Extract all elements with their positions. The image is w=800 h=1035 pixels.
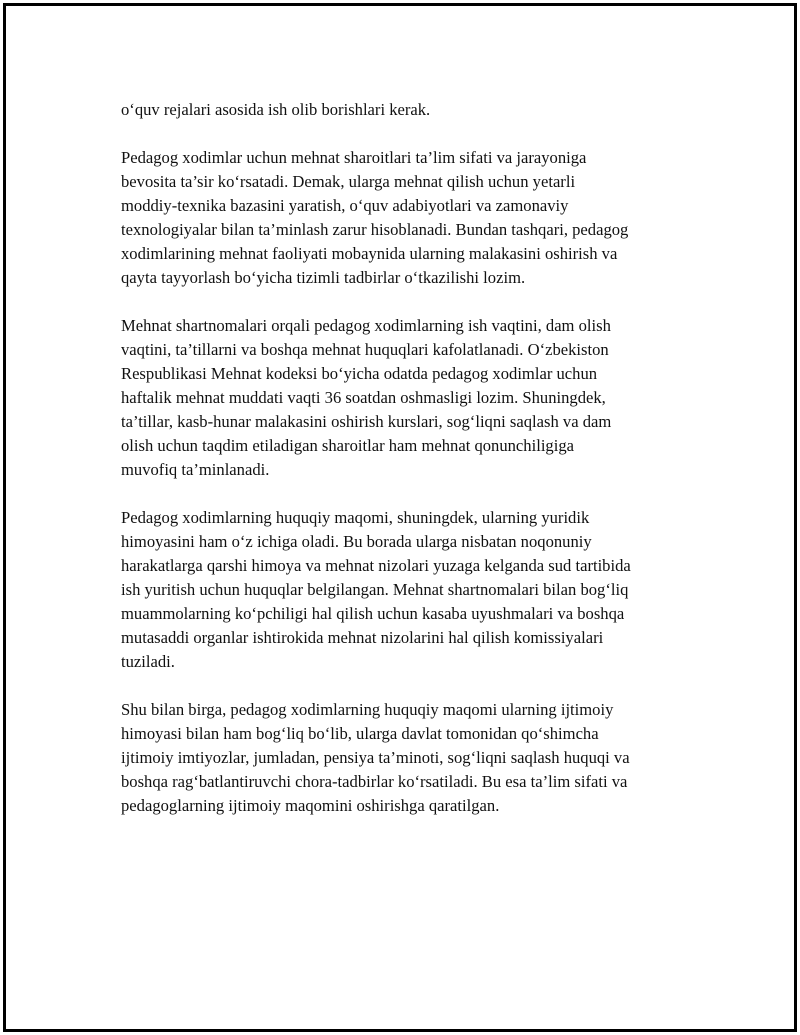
paragraph-4: Pedagog xodimlarning huquqiy maqomi, shuningdek, ularning yuridik himoyasini ham o‘z ichiga oladi. Bu borada ularga nisbatan noqonuniy harakatlarga qarshi himoya va mehnat nizolari yuzaga kelganda sud tartibida ish yuritish uchun huquqlar belgilangan. Mehnat shartnomalari bilan bog‘liq muammolarning ko‘pchiligi hal qilish uchun kasaba uyushmalari va boshqa mutasaddi organlar ishtirokida mehnat nizolarini hal qilish komissiyalari tuziladi. [121,508,631,671]
paragraph-2: Pedagog xodimlar uchun mehnat sharoitlari ta’lim sifati va jarayoniga bevosita ta’sir ko‘rsatadi. Demak, ularga mehnat qilish uchun yetarli moddiy-texnika bazasini yaratish, o‘quv adabiyotlari va zamonaviy texnologiyalar bilan ta’minlash zarur hisoblanadi. Bundan tashqari, pedagog xodimlarining mehnat faoliyati mobaynida ularning malakasini oshirish va qayta tayyorlash bo‘yicha tizimli tadbirlar o‘tkazilishi lozim. [121,148,629,287]
paragraph-3: Mehnat shartnomalari orqali pedagog xodimlarning ish vaqtini, dam olish vaqtini, ta’tillarni va boshqa mehnat huquqlari kafolatlanadi. O‘zbekiston Respublikasi Mehnat kodeksi bo‘yicha odatda pedagog xodimlar uchun haftalik mehnat muddati vaqti 36 soatdan oshmasligi lozim. Shuningdek, ta’tillar, kasb-hunar malakasini oshirish kurslari, sog‘liqni saqlash va dam olish uchun taqdim etiladigan sharoitlar ham mehnat qonunchiligiga muvofiq ta’minlanadi. [121,316,612,479]
paragraph-1: o‘quv rejalari asosida ish olib borishlari kerak. [121,100,431,119]
document-body [121,98,701,842]
paragraph-5: Shu bilan birga, pedagog xodimlarning huquqiy maqomi ularning ijtimoiy himoyasi bilan ham bog‘liq bo‘lib, ularga davlat tomonidan qo‘shimcha ijtimoiy imtiyozlar, jumladan, pensiya ta’minoti, sog‘liqni saqlash huquqi va boshqa rag‘batlantiruvchi chora-tadbirlar ko‘rsatiladi. Bu esa ta’lim sifati va pedagoglarning ijtimoiy maqomini oshirishga qaratilgan. [121,700,630,815]
page-frame [3,3,797,1032]
